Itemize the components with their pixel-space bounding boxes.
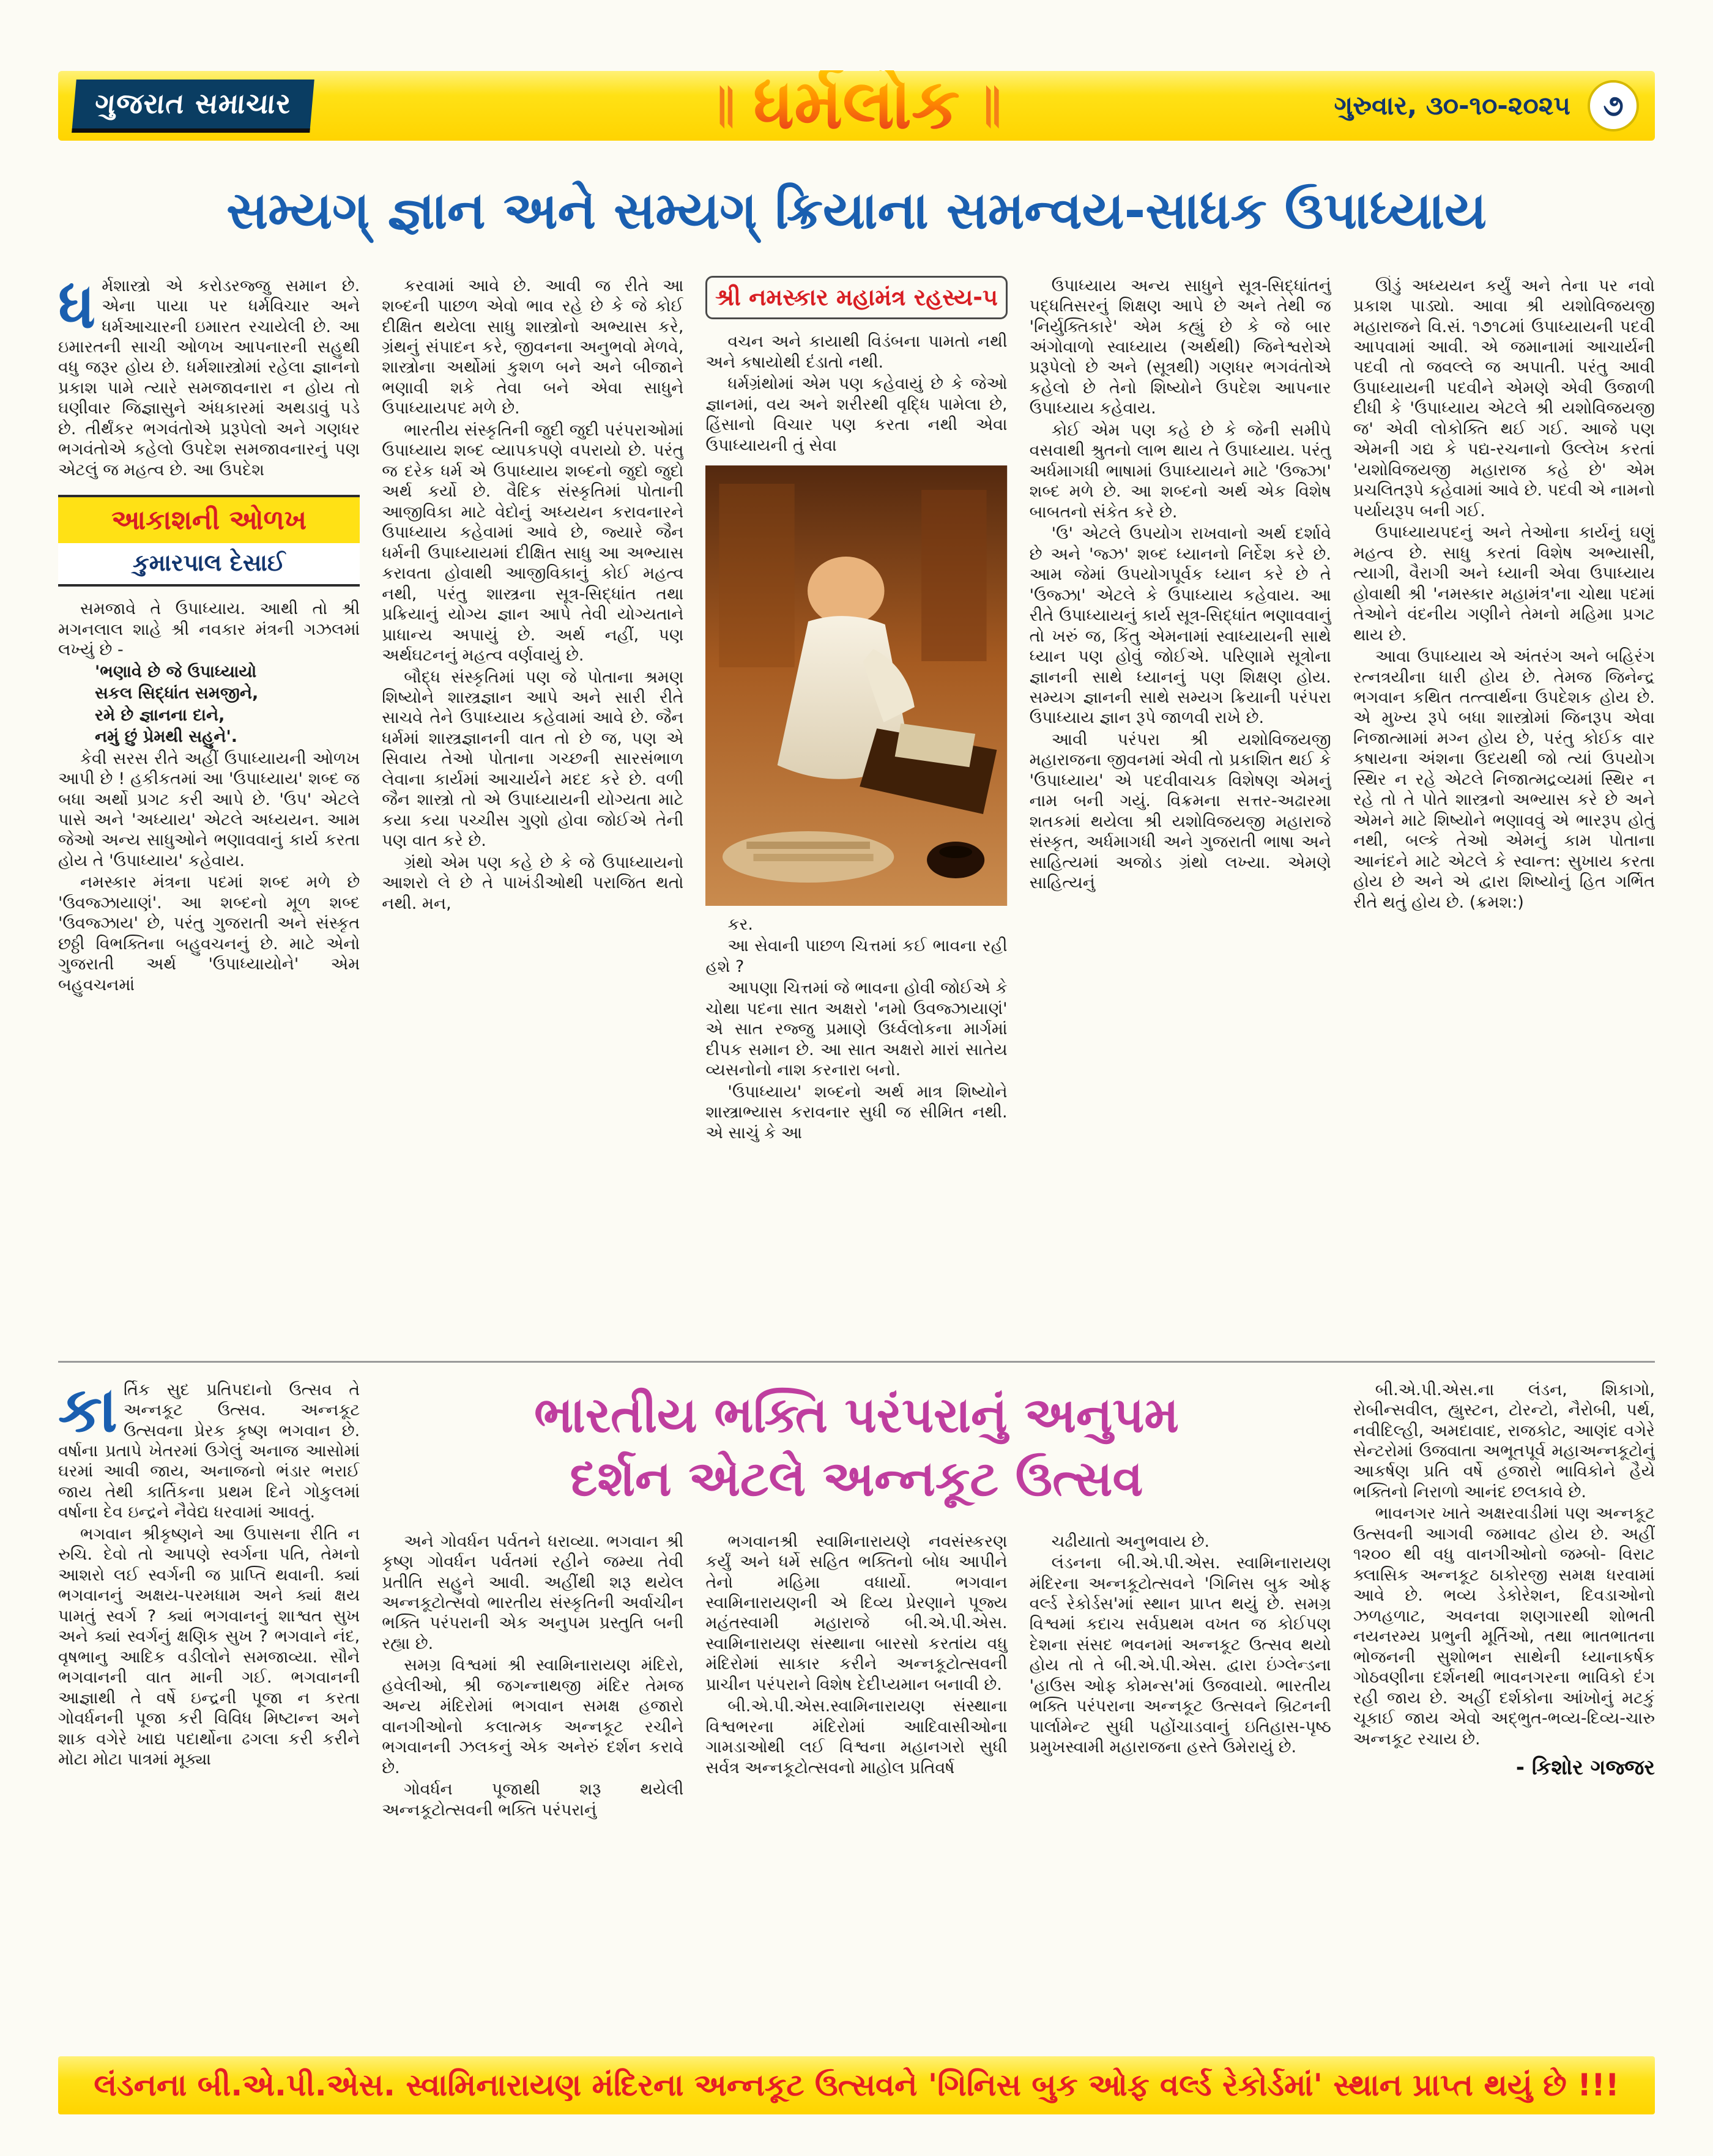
painting-illustration — [705, 465, 1007, 906]
paragraph: ભગવાન શ્રીકૃષ્ણને આ ઉપાસના રીતિ ન રુચિ. દેવો તો આપણે સ્વર્ગના પતિ, તેમનો આશરો લઈ સ્વર્ગની જ પ્રાપ્તિ થવાની. ક્યાં ભગવાનનું અક્ષય-પરમધામ અને ક્યાં ક્ષય પામતું સ્વર્ગ ? ક્યાં ભગવાનનું શાશ્વત સુખ અને ક્યાં સ્વર્ગનું ક્ષણિક સુખ ? ભગવાને નંદ, વૃષભાનુ આદિક વડીલોને સમજાવ્યા. સૌને ભગવાનની વાત માની ગઈ. ભગવાનની આજ્ઞાથી તે વર્ષે ઇન્દ્રની પૂજા ન કરતા ગોવર્ધનની પૂજા કરી વિવિધ મિષ્ટાન્ન અને શાક વગેરે ખાદ્ય પદાર્થોના ઢગલા કરી કરીને મોટા મોટા પાત્રમાં મૂક્યા — [58, 1524, 360, 1769]
header-right — [1334, 80, 1639, 132]
paragraph: આપણા ચિત્તમાં જે ભાવના હોવી જોઈએ કે ચોથા પદના સાત અક્ષરો 'નમો ઉવજ્ઝાયાણં' એ સાત રજ્જુ પ્રમાણે ઉર્ધ્વલોકના માર્ગમાં દીપક સમાન છે. આ સાત અક્ષરો મારાં સાતેય વ્યસનોનો નાશ કરનારા બનો. — [705, 979, 1008, 1080]
paragraph: સમગ્ર વિશ્વમાં શ્રી સ્વામિનારાયણ મંદિરો, હવેલીઓ, શ્રી જગન્નાથજી મંદિર તેમજ અન્ય મંદિરોમાં ભગવાન સમક્ષ હજારો વાનગીઓનો કલાત્મક અન્નકૂટ રચીને ભગવાનની ઝલકનું એક અનેરું દર્શન કરાવે છે. — [382, 1656, 684, 1777]
column-text — [1353, 276, 1655, 913]
paragraph: કરવામાં આવે છે. આવી જ રીતે આ શબ્દની પાછળ એવો ભાવ રહે છે કે જે કોઈ દીક્ષિત થયેલા સાધુ શાસ્ત્રોનો અભ્યાસ કરે, ગ્રંથનું સંપાદન કરે, જીવનના અનુભવો મેળવે, શાસ્ત્રોના અર્થોમાં કુશળ બને અને બીજાને ભણાવી શકે તેવા બને એવા સાધુને ઉપાધ્યાયપદ મળે છે. — [382, 276, 684, 418]
lead-text: ર્મશાસ્ત્રો એ કરોડરજ્જુ સમાન છે. એના પાયા પર ધર્મવિચાર અને ધર્મઆચારની ઇમારત રચાયેલી છે. આ ઇમારતની સાચી ઓળખ આપનારની સહુથી વધુ જરૂર હોય છે. ધર્મશાસ્ત્રોમાં રહેલા જ્ઞાનનો પ્રકાશ પામે ત્યારે સમજાવનારા ન હોય તો ઘણીવાર જિજ્ઞાસુને અંધકારમાં અથડાવું પડે છે. તીર્થંકર ભગવંતોએ પ્રરૂપેલો અને ગણધર ભગવંતોએ કહેલો ઉપદેશ સમજાવનારનું પણ એટલું જ મહત્વ છે. આ ઉપદેશ — [58, 276, 360, 480]
paragraph: 'ઉ' એટલે ઉપયોગ રાખવાનો અર્થ દર્શાવે છે અને 'જ્ઝ' શબ્દ ધ્યાનનો નિર્દેશ કરે છે. આમ જેમાં ઉપયોગપૂર્વક ધ્યાન કરે છે તે 'ઉજ્ઝા' એટલે કે ઉપાધ્યાય કહેવાય. આ રીતે ઉપાધ્યાયનું કાર્ય સૂત્ર-સિદ્ધાંત ભણાવવાનું તો ખરું જ, કિંતુ એમનામાં સ્વાધ્યાયની સાથે ધ્યાન પણ હોવું જોઈએ. પરિણામે સૂત્રોના જ્ઞાનની સાથે ધ્યાનનું પણ શિક્ષણ હોય. સમ્યગ જ્ઞાનની સાથે સમ્યગ ક્રિયાની પરંપરા ઉપાધ્યાય જ્ઞાન રૂપે જાળવી રાખે છે. — [1029, 524, 1331, 728]
paragraph: ભારતીય સંસ્કૃતિની જુદી જુદી પરંપરાઓમાં ઉપાધ્યાય શબ્દ વ્યાપકપણે વપરાયો છે. પરંતુ જ દરેક ધર્મ એ ઉપાધ્યાય શબ્દનો જુદો જુદો અર્થ કર્યો છે. વૈદિક સંસ્કૃતિમાં પોતાની આજીવિકા માટે વેદોનું અધ્યયન કરાવનારને ઉપાધ્યાય કહેવામાં આવે છે, જ્યારે જૈન ધર્મની ઉપાધ્યાયમાં દીક્ષિત સાધુ આ અભ્યાસ કરાવતા હોવાથી આજીવિકાનું કોઈ મહત્વ નથી, પરંતુ શાસ્ત્રના સૂત્ર-સિદ્ધાંત તથા પ્રક્રિયાનું યોગ્ય જ્ઞાન આપે તેવી યોગ્યતાને પ્રાધાન્ય અપાયું છે. અર્થ નહીં, પણ અર્થઘટનનું મહત્વ વર્ણવાયું છે. — [382, 420, 684, 665]
paragraph: ભગવાનશ્રી સ્વામિનારાયણે નવસંસ્કરણ કર્યું અને ધર્મે સહિત ભક્તિનો બોધ આપીને તેનો મહિમા વધાર્યો. ભગવાન સ્વામિનારાયણની એ દિવ્ય પ્રેરણાને પૂજ્ય મહંતસ્વામી મહારાજે બી.એ.પી.એસ. સ્વામિનારાયણ સંસ્થાના બારસો કરતાંય વધુ મંદિરોમાં સાકાર કરીને અન્નકૂટોત્સવની પ્રાચીન પરંપરાને વિશેષ દેદીપ્યમાન બનાવી છે. — [705, 1532, 1008, 1694]
column-text — [705, 332, 1007, 456]
paragraph: વચન અને કાયાથી વિડંબના પામતો નથી અને કષાયોથી દંડાતો નથી. — [705, 332, 1008, 372]
paragraph: બૌદ્ધ સંસ્કૃતિમાં પણ જે પોતાના શ્રમણ શિષ્યોને શાસ્ત્રજ્ઞાન આપે અને સારી રીતે સાચવે તેને ઉપાધ્યાય કહેવામાં આવે છે. જૈન ધર્મમાં શાસ્ત્રજ્ઞાનની વાત તો છે જ, પણ એ સિવાય તેઓ પોતાના ગચ્છની સારસંભાળ લેવાના કાર્યમાં આચાર્યને મદદ કરે છે. વળી જૈન શાસ્ત્રો તો એ ઉપાધ્યાયની યોગ્યતા માટે કયા કયા પચ્ચીસ ગુણો હોવા જોઈએ તેની પણ વાત કરે છે. — [382, 667, 684, 851]
issue-date: ગુરુવાર, ૩૦-૧૦-૨૦૨૫ — [1334, 91, 1570, 120]
headline-line-2: દર્શન એટલે અન્નકૂટ ઉત્સવ — [570, 1450, 1143, 1507]
drop-cap: કા — [58, 1379, 118, 1447]
bottom-ticker: લંડનના બી.એ.પી.એસ. સ્વામિનારાયણ મંદિરના અન્નકૂટ ઉત્સવને 'ગિનિસ બુક ઓફ વર્લ્ડ રેકોર્ડમાં' સ્થાન પ્રાપ્ત થયું છે !!! — [58, 2056, 1655, 2114]
byline: - કિશોર ગજ્જર — [1515, 1755, 1655, 1780]
bottom-column-3 — [705, 1532, 1007, 2039]
paragraph: આવા ઉપાધ્યાય એ અંતરંગ અને બહિરંગ રત્નત્રયીના ધારી હોય છે. તેમજ જિનેન્દ્ર ભગવાન કથિત તત્ત્વાર્થના ઉપદેશક હોય છે. એ મુખ્ય રૂપે બધા શાસ્ત્રોમાં જિનરૂપ એવા નિજાત્મામાં મગ્ન હોય છે, પરંતુ કોઈક વાર કષાયના અંશના ઉદયથી જો ત્યાં ઉપયોગ સ્થિર ન રહે એટલે નિજાત્મદ્રવ્યમાં સ્થિર ન રહે તો તે પોતે શાસ્ત્રનો અભ્યાસ કરે છે અને એમને માટે શિષ્યોને ભણાવવું એ ભારરૂપ હોતું નથી, બલ્કે તેઓ એમનું કામ પોતાના આનંદને માટે એટલે કે સ્વાન્ત: સુખાય કરતા હોય છે અને એ દ્વારા શિષ્યોનું હિત ગર્ભિત રીતે થતું હોય છે. (ક્રમશ:) — [1353, 647, 1655, 912]
header-band — [58, 64, 1655, 144]
page-number-badge: ૭ — [1588, 80, 1639, 132]
paragraph: લંડનના બી.એ.પી.એસ. સ્વામિનારાયણ મંદિરના અન્નકૂટોત્સવને 'ગિનિસ બુક ઓફ વર્લ્ડ રેકોર્ડસ'માં સ્થાન પ્રાપ્ત થયું છે. સમગ્ર વિશ્વમાં કદાચ સર્વપ્રથમ વખત જ કોઈપણ દેશના સંસદ ભવનમાં અન્નકૂટ ઉત્સવ થયો હોય તો તે બી.એ.પી.એસ. દ્વારા ઇંગ્લેન્ડના 'હાઉસ ઓફ કોમન્સ'માં ઉજવાયો. ભારતીય ભક્તિ પરંપરાના અન્નકૂટ ઉત્સવને બ્રિટનની પાર્લામેન્ટ સુધી પહોંચાડવાનું ઇતિહાસ-પૃષ્ઠ પ્રમુખસ્વામી મહારાજના હસ્તે ઉમેરાયું છે. — [1029, 1554, 1331, 1757]
author-box — [58, 495, 360, 587]
masthead-ornament-left-icon: ॥ — [709, 71, 737, 137]
paragraph: 'ભણાવે છે જે ઉપાધ્યાયો — [95, 662, 257, 681]
paragraph: આવી પરંપરા શ્રી યશોવિજયજી મહારાજના જીવનમાં એવી તો પ્રકાશિત થઈ કે 'ઉપાધ્યાય' એ પદવીવાચક વિશેષણ એમનું નામ બની ગયું. વિક્રમના સત્તર-અઢારમા શતકમાં થયેલા શ્રી યશોવિજયજી મહારાજે સંસ્કૃત, અર્ધમાગધી અને ગુજરાતી ભાષા અને સાહિત્યમાં અજોડ ગ્રંથો લખ્યા. એમણે સાહિત્યનું — [1029, 730, 1331, 893]
paragraph: કર. — [727, 915, 754, 934]
paragraph: કોઈ એમ પણ કહે છે કે જેની સમીપે વસવાથી શ્રુતનો લાભ થાય તે ઉપાધ્યાય. પરંતુ અર્ધમાગધી ભાષામાં ઉપાધ્યાયને માટે 'ઉજ્ઝા' શબ્દ મળે છે. આ શબ્દનો અર્થ એક વિશેષ બાબતનો સંકેત કરે છે. — [1029, 420, 1331, 522]
column-text — [1353, 1380, 1655, 1749]
paragraph: કેવી સરસ રીતે અહીં ઉપાધ્યાયની ઓળખ આપી છે ! હકીકતમાં આ 'ઉપાધ્યાય' શબ્દ જ બધા અર્થો પ્રગટ કરી આપે છે. 'ઉપ' એટલે પાસે અને 'અધ્યાય' એટલે અધ્યયન. આમ જેઓ અન્ય સાધુઓને ભણાવવાનું કાર્ય કરતા હોય તે 'ઉપાધ્યાય' કહેવાય. — [58, 749, 360, 870]
main-article-body — [58, 276, 1655, 1340]
paragraph: ધર્મગ્રંથોમાં એમ પણ કહેવાયું છે કે જેઓ જ્ઞાનમાં, વય અને શરીરથી વૃદ્ધિ પામેલા છે, હિંસાનો વિચાર પણ કરતા નથી એવા ઉપાધ્યાયની તું સેવા — [705, 374, 1008, 455]
main-article-headline: સમ્યગ્ જ્ઞાન અને સમ્યગ્ ક્રિયાના સમન્વય-સાધક ઉપાધ્યાય — [226, 180, 1487, 240]
column-series-name: આકાશની ઓળખ — [58, 497, 360, 543]
column-text — [382, 1532, 683, 1821]
article-column-5 — [1353, 276, 1655, 1340]
column-text — [58, 1524, 360, 1770]
paragraph: ગ્રંથો એમ પણ કહે છે કે જે ઉપાધ્યાયનો આશરો લે છે તે પાખંડીઓથી પરાજિત થતો નથી. મન, — [382, 853, 684, 913]
masthead-ornament-right-icon: ॥ — [976, 71, 1004, 137]
bottom-column-4 — [1030, 1532, 1331, 2039]
paragraph: અને ગોવર્ધન પર્વતને ધરાવ્યા. ભગવાન શ્રી કૃષ્ણ ગોવર્ધન પર્વતમાં રહીને જમ્યા તેવી પ્રતીતિ સહુને આવી. અહીંથી શરૂ થયેલ અન્નકૂટોત્સવો ભારતીય સંસ્કૃતિની અર્વાચીન ભક્તિ પરંપરાની એક અનુપમ પ્રસ્તુતિ બની રહ્યા છે. — [382, 1532, 684, 1653]
lead-paragraph — [58, 1380, 360, 1523]
lead-paragraph — [58, 276, 360, 481]
bottom-column-2 — [382, 1532, 683, 2039]
article-column-4 — [1030, 276, 1331, 1340]
article-column-1 — [58, 276, 360, 1340]
paragraph: ઉપાધ્યાય અન્ય સાધુને સૂત્ર-સિદ્ધાંતનું પદ્ધતિસરનું શિક્ષણ આપે છે અને તેથી જ 'નિર્યુક્તિકારે' એમ કહ્યું છે કે જે બાર અંગોવાળો સ્વાધ્યાય (અર્થથી) જિનેશ્વરોએ પ્રરૂપેલો છે અને (સૂત્રથી) ગણધર ભગવંતોએ કહેલો છે તેનો શિષ્યોને ઉપદેશ આપનાર ઉપાધ્યાય કહેવાય. — [1029, 276, 1331, 418]
paragraph: નમું છું પ્રેમથી સહુને'. — [95, 727, 237, 747]
paragraph: સમજાવે તે ઉપાધ્યાય. આથી તો શ્રી મગનલાલ શાહે શ્રી નવકાર મંત્રની ગઝલમાં લખ્યું છે - — [58, 599, 360, 660]
paragraph: ચઢીયાતો અનુભવાય છે. — [1051, 1532, 1210, 1551]
headline-line-1: ભારતીય ભક્તિ પરંપરાનું અનુપમ — [534, 1386, 1179, 1443]
column-text — [1030, 1532, 1331, 1758]
drop-cap: ધ — [58, 275, 96, 343]
article-column-3 — [705, 276, 1007, 1340]
paragraph: નમસ્કાર મંત્રના પદમાં શબ્દ મળે છે 'ઉવજ્ઝાયાણં'. આ શબ્દનો મૂળ શબ્દ 'ઉવજ્ઝાય' છે, પરંતુ ગુજરાતી અને સંસ્કૃત છઠ્ઠી વિભક્તિના બહુવચનનું છે. માટે એનો ગુજરાતી અર્થ 'ઉપાધ્યાયોને' એમ બહુવચનમાં — [58, 873, 360, 995]
lead-text: ર્તિક સુદ પ્રતિપદાનો ઉત્સવ તે અન્નકૂટ ઉત્સવ. અન્નકૂટ ઉત્સવના પ્રેરક કૃષ્ણ ભગવાન છે. વર્ષાના પ્રતાપે ખેતરમાં ઉગેલું અનાજ આસોમાં ઘરમાં આવી જાય, અનાજનો ભંડાર ભરાઈ જાય તેથી કાર્તિકના પ્રથમ દિને ગોકુલમાં વર્ષાના દેવ ઇન્દ્રને નૈવેદ્ય ધરવામાં આવતું. — [58, 1380, 360, 1522]
bottom-article — [58, 1380, 1655, 2039]
paragraph: ઊંડું અધ્યયન કર્યું અને તેના પર નવો પ્રકાશ પાડ્યો. આવા શ્રી યશોવિજયજી મહારાજને વિ.સં. ૧૭૧૮માં ઉપાધ્યાયની પદવી આપવામાં આવી. એ જમાનામાં આચાર્યની પદવી તો જવલ્લે જ અપાતી. પરંતુ આવી ઉપાધ્યાયની પદવીને એમણે એવી ઉજાળી દીધી કે 'ઉપાધ્યાય એટલે શ્રી યશોવિજયજી જ' એવી લોકોક્તિ થઈ ગઈ. આજે પણ એમની ગદ્ય કે પદ્ય-રચનાનો ઉલ્લેખ કરતાં 'યશોવિજયજી મહારાજ કહે છે' એમ પ્રચલિતરૂપે કહેવામાં આવે છે. પદવી એ નામનો પર્યાયરૂપ બની ગઈ. — [1353, 276, 1655, 520]
column-text — [705, 1532, 1007, 1779]
section-masthead — [709, 64, 1004, 144]
article-column-2 — [382, 276, 683, 1340]
column-text — [382, 276, 683, 914]
column-text — [705, 914, 1007, 1143]
paragraph: ભાવનગર ખાતે અક્ષરવાડીમાં પણ અન્નકૂટ ઉત્સવની આગવી જમાવટ હોય છે. અહીં ૧૨૦૦ થી વધુ વાનગીઓનો જમ્બો- વિરાટ ક્લાસિક અન્નકૂટ ઠાકોરજી સમક્ષ ધરવામાં આવે છે. ભવ્ય ડેકોરેશન, દિવડાઓનો ઝળહળાટ, અવનવા શણગારથી શોભતી નયનરમ્ય પ્રભુની મૂર્તિઓ, તથા ભાતભાતના ભોજનની સુશોભન સાથેની ધ્યાનાકર્ષક ગોઠવણીના દર્શનથી ભાવનગરના ભાવિકો દંગ રહી જાય છે. અહીં દર્શકોના આંખોનું મટકું ચૂકાઈ જાય એવો અદ્ભુત-ભવ્ય-દિવ્ય-ચારુ અન્નકૂટ રચાય છે. — [1353, 1504, 1655, 1749]
column-text — [1030, 276, 1331, 894]
section-title: ધર્મલોક — [752, 64, 961, 144]
series-title: શ્રી નમસ્કાર મહામંત્ર રહસ્ય-૫ — [705, 276, 1007, 320]
paragraph: 'ઉપાધ્યાય' શબ્દનો અર્થ માત્ર શિષ્યોને શાસ્ત્રાભ્યાસ કરાવનાર સુધી જ સીમિત નથી. એ સાચું કે આ — [705, 1082, 1008, 1143]
bottom-article-headline — [382, 1380, 1331, 1532]
paragraph: સકલ સિદ્ધાંત સમજીને, — [95, 684, 259, 703]
bottom-column-5 — [1353, 1380, 1655, 2039]
newspaper-logo: ગુજરાત સમાચાર — [72, 80, 314, 133]
bottom-column-1 — [58, 1380, 360, 2039]
section-divider — [58, 1361, 1655, 1363]
author-name: કુમારપાલ દેસાઈ — [58, 543, 360, 584]
paragraph: આ સેવાની પાછળ ચિત્તમાં કઈ ભાવના રહી હશે ? — [705, 936, 1008, 976]
column-text — [58, 599, 360, 995]
monk-writing-painting — [705, 465, 1007, 906]
paragraph: ગોવર્ધન પૂજાથી શરૂ થયેલી અન્નકૂટોત્સવની ભક્તિ પરંપરાનું — [382, 1780, 684, 1820]
paragraph: રમે છે જ્ઞાનના દાને, — [95, 705, 225, 725]
paragraph: ઉપાધ્યાયપદનું અને તેઓના કાર્યનું ઘણું મહત્વ છે. સાધુ કરતાં વિશેષ અભ્યાસી, ત્યાગી, વૈરાગી અને ધ્યાની એવા ઉપાધ્યાય હોવાથી શ્રી 'નમસ્કાર મહામંત્ર'ના ચોથા પદમાં તેઓને વંદનીય ગણીને તેમનો મહિમા પ્રગટ થાય છે. — [1353, 523, 1655, 645]
paragraph: બી.એ.પી.એસ.સ્વામિનારાયણ સંસ્થાના વિશ્વભરના મંદિરોમાં આદિવાસીઓના ગામડાઓથી લઈ વિશ્વના મહાનગરો સુધી સર્વત્ર અન્નકૂટોત્સવનો માહોલ પ્રતિવર્ષ — [705, 1697, 1008, 1777]
paragraph: બી.એ.પી.એસ.ના લંડન, શિકાગો, રોબીન્સવીલ, હ્યુસ્ટન, ટોરન્ટો, નૈરોબી, પર્થ, નવીદિલ્હી, અમદાવાદ, રાજકોટ, આણંદ વગેરે સેન્ટરોમાં ઉજવાતા અભૂતપૂર્વ મહાઅન્નકૂટોનું આકર્ષણ પ્રતિ વર્ષે હજારો ભાવિકોને હૈયે ભક્તિનો નિરાળો આનંદ છલકાવે છે. — [1353, 1380, 1655, 1502]
